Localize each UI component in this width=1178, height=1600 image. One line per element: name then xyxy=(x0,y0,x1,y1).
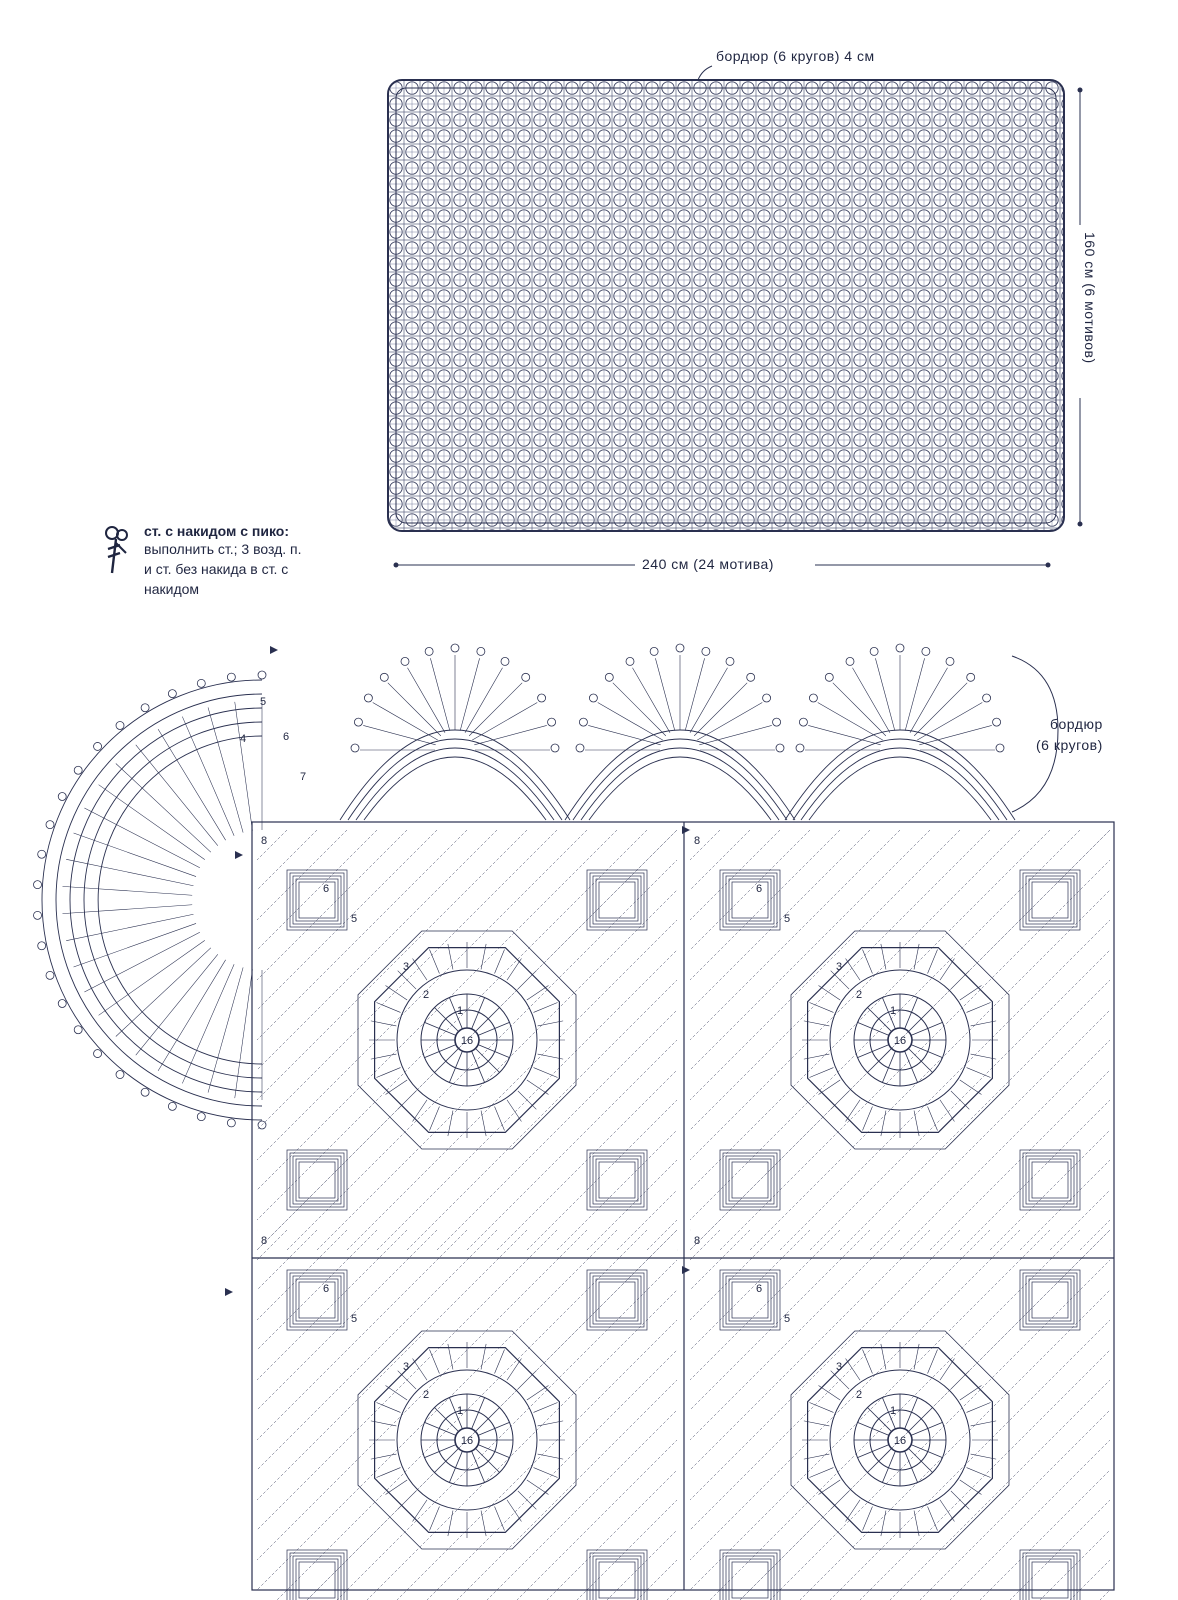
start-arrow-icon xyxy=(682,1266,690,1274)
round-number: 6 xyxy=(756,883,763,895)
round-number: 5 xyxy=(351,913,358,925)
round-number: 2 xyxy=(423,1389,430,1401)
border-scallop xyxy=(340,644,570,820)
round-number: 8 xyxy=(694,835,701,847)
motif-center-label: 16 xyxy=(460,1435,474,1447)
round-number: 1 xyxy=(890,1405,897,1417)
round-number: 2 xyxy=(856,989,863,1001)
legend-term: ст. с накидом с пико: xyxy=(144,523,289,539)
border-scallop xyxy=(785,644,1015,820)
legend-description: выполнить ст.; 3 возд. п. и ст. без накида в ст. с накидом xyxy=(144,541,302,597)
border-round-number: 6 xyxy=(283,731,290,743)
overview-border-label: бордюр (6 кругов) 4 см xyxy=(716,48,875,64)
motif-center-label: 16 xyxy=(893,1435,907,1447)
round-number: 3 xyxy=(403,1361,410,1373)
round-number: 1 xyxy=(457,1005,464,1017)
round-number: 6 xyxy=(323,883,330,895)
round-number: 5 xyxy=(351,1313,358,1325)
detail-border-label-line1: бордюр xyxy=(1050,716,1103,732)
round-number: 1 xyxy=(890,1005,897,1017)
round-number: 6 xyxy=(323,1283,330,1295)
round-number: 8 xyxy=(261,1235,268,1247)
overview-width-label: 240 см (24 мотива) xyxy=(642,556,774,572)
round-number: 3 xyxy=(836,1361,843,1373)
round-number: 5 xyxy=(784,1313,791,1325)
motif xyxy=(690,1230,1110,1600)
start-arrow-icon xyxy=(225,1288,233,1296)
round-number: 2 xyxy=(856,1389,863,1401)
motif-center-label: 16 xyxy=(893,1035,907,1047)
round-number: 8 xyxy=(694,1235,701,1247)
round-number: 6 xyxy=(756,1283,763,1295)
overview-height-label: 160 см (6 мотивов) xyxy=(1082,232,1098,364)
detail-border-label-line2: (6 кругов) xyxy=(1036,737,1103,753)
corner-border xyxy=(34,646,690,1296)
round-number: 3 xyxy=(403,961,410,973)
start-arrow-icon xyxy=(270,646,278,654)
round-number: 8 xyxy=(261,835,268,847)
start-arrow-icon xyxy=(235,851,243,859)
round-number: 3 xyxy=(836,961,843,973)
motif xyxy=(690,830,1110,1250)
border-round-number: 7 xyxy=(300,771,307,783)
border-round-number: 5 xyxy=(260,696,267,708)
round-number: 2 xyxy=(423,989,430,1001)
round-number: 5 xyxy=(784,913,791,925)
motif xyxy=(257,830,677,1250)
round-number: 1 xyxy=(457,1405,464,1417)
start-arrow-icon xyxy=(682,826,690,834)
border-round-number: 4 xyxy=(240,733,247,745)
motif xyxy=(257,1230,677,1600)
border-scallop xyxy=(565,644,795,820)
motif-center-label: 16 xyxy=(460,1035,474,1047)
